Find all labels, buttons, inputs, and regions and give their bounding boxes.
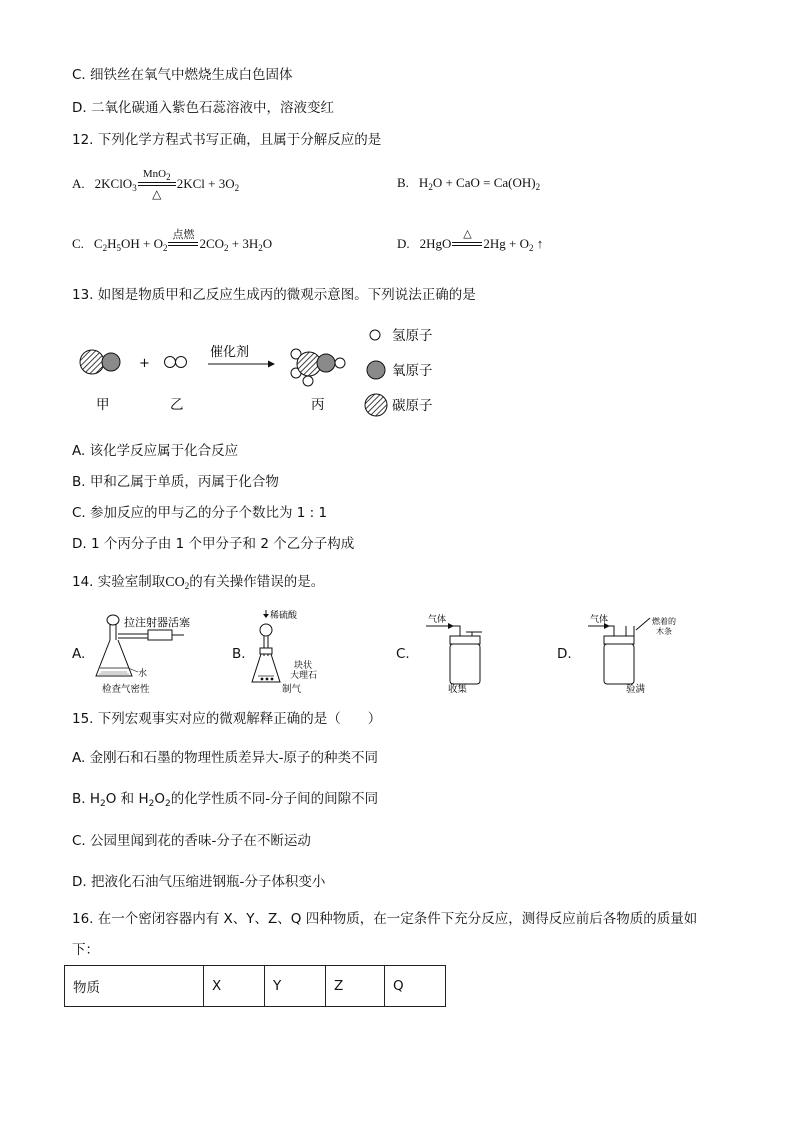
q11-option-c: C. 细铁丝在氧气中燃烧生成白色固体: [72, 67, 293, 83]
marble-label-2: 大理石: [290, 671, 318, 681]
equation-left: 2KClO$_3$: [94, 176, 137, 193]
q13-option-b: B. 甲和乙属于单质，丙属于化合物: [72, 474, 279, 490]
q14-option-a-label: A.: [72, 646, 86, 662]
apparatus-a-caption: 检查气密性: [102, 684, 150, 695]
label-jia: 甲: [96, 397, 110, 413]
stick-label-1: 燃着的: [652, 617, 676, 626]
legend-oxygen: 氧原子: [392, 363, 433, 379]
label-yi: 乙: [170, 397, 184, 413]
table-header-cell: X: [204, 966, 265, 1007]
syringe-label: 拉注射器活塞: [124, 616, 190, 629]
q13-option-c: C. 参加反应的甲与乙的分子个数比为 1 : 1: [72, 505, 328, 521]
gas-label: 气体: [590, 615, 609, 625]
q14-apparatus-b: [250, 606, 330, 696]
q13-option-d: D. 1 个丙分子由 1 个甲分子和 2 个乙分子构成: [72, 536, 355, 552]
q15-option-a: A. 金刚石和石墨的物理性质差异大-原子的种类不同: [72, 750, 378, 766]
table-row: [65, 966, 446, 1007]
option-label: C.: [72, 236, 84, 251]
stick-label-2: 木条: [656, 627, 672, 636]
legend-hydrogen: 氢原子: [392, 328, 433, 344]
q13-option-a: A. 该化学反应属于化合反应: [72, 443, 239, 459]
legend-oxygen-icon: [367, 361, 385, 379]
q15-stem: 15. 下列宏观事实对应的微观解释正确的是（ ）: [72, 711, 382, 727]
q16-stem-line-1: 16. 在一个密闭容器内有 X、Y、Z、Q 四种物质，在一定条件下充分反应，测得反应前后各物质的质量如: [72, 911, 698, 927]
q14-stem: 14. 实验室制取$CO_2$的有关操作错误的是。: [72, 574, 325, 591]
q12-option-c: C. $C_2H_5OH + O_2$ 点燃 $2CO_2 + 3H_2O$: [72, 222, 272, 266]
q15-option-d: D. 把液化石油气压缩进钢瓶-分子体积变小: [72, 874, 326, 890]
q14-option-c-label: C.: [396, 646, 410, 662]
option-label: A.: [72, 176, 85, 191]
molecule-reaction-diagram: [60, 318, 480, 428]
table-header-cell: Z: [326, 966, 385, 1007]
water-label: 水: [138, 669, 148, 679]
label-bing: 丙: [311, 397, 325, 413]
q12-stem: 12. 下列化学方程式书写正确，且属于分解反应的是: [72, 132, 382, 148]
legend-hydrogen-icon: [370, 330, 380, 340]
plus-sign: +: [139, 356, 150, 371]
molecule-jia: [80, 350, 120, 374]
q12-option-d: D. 2HgO △ $2Hg + O_2$ ↑: [397, 222, 543, 266]
q14-option-b-label: B.: [232, 646, 246, 662]
table-header-cell: Q: [385, 966, 446, 1007]
option-label: D.: [397, 236, 410, 251]
reaction-condition: $\frac{MnO_2}{\triangle}$: [138, 168, 176, 201]
q16-stem-line-2: 下：: [72, 942, 99, 958]
gas-label: 气体: [428, 615, 447, 625]
marble-label-1: 块状: [294, 661, 313, 671]
apparatus-c-caption: 收集: [448, 684, 468, 694]
apparatus-b-caption: 制气: [282, 684, 302, 695]
apparatus-d-caption: 验满: [626, 684, 646, 694]
acid-label: 稀硫酸: [270, 611, 298, 621]
q15-option-b: B. $H_2O$ 和 $H_2O_2$的化学性质不同-分子间的间隙不同: [72, 791, 379, 809]
legend-carbon: 碳原子: [392, 398, 433, 414]
option-label: B.: [397, 175, 409, 190]
arrow-head: [268, 361, 275, 368]
q14-option-d-label: D.: [557, 646, 572, 662]
molecule-bing: [291, 349, 345, 386]
q13-stem: 13. 如图是物质甲和乙反应生成丙的微观示意图。下列说法正确的是: [72, 287, 476, 303]
table-header-cell: Y: [265, 966, 326, 1007]
equation-right: $2KCl + 3O_2$: [176, 176, 240, 193]
q12-option-a: [72, 162, 239, 206]
q14-apparatus-a: [88, 610, 198, 696]
reaction-condition: △: [452, 228, 482, 261]
molecule-yi: [165, 357, 187, 368]
q11-option-d: D. 二氧化碳通入紫色石蕊溶液中，溶液变红: [72, 100, 334, 116]
reaction-condition: 点燃: [168, 228, 198, 261]
catalyst-label: 催化剂: [210, 345, 250, 360]
q12-option-b: B. $H_2O$ + CaO = $Ca(OH)_2$: [397, 175, 541, 192]
legend-carbon-icon: [365, 394, 387, 416]
q15-option-c: C. 公园里闻到花的香味-分子在不断运动: [72, 833, 311, 849]
q14-apparatus-d: [580, 612, 690, 694]
mass-table: [64, 965, 446, 1007]
q14-apparatus-c: [424, 612, 504, 694]
table-header-cell: 物质: [65, 966, 204, 1007]
